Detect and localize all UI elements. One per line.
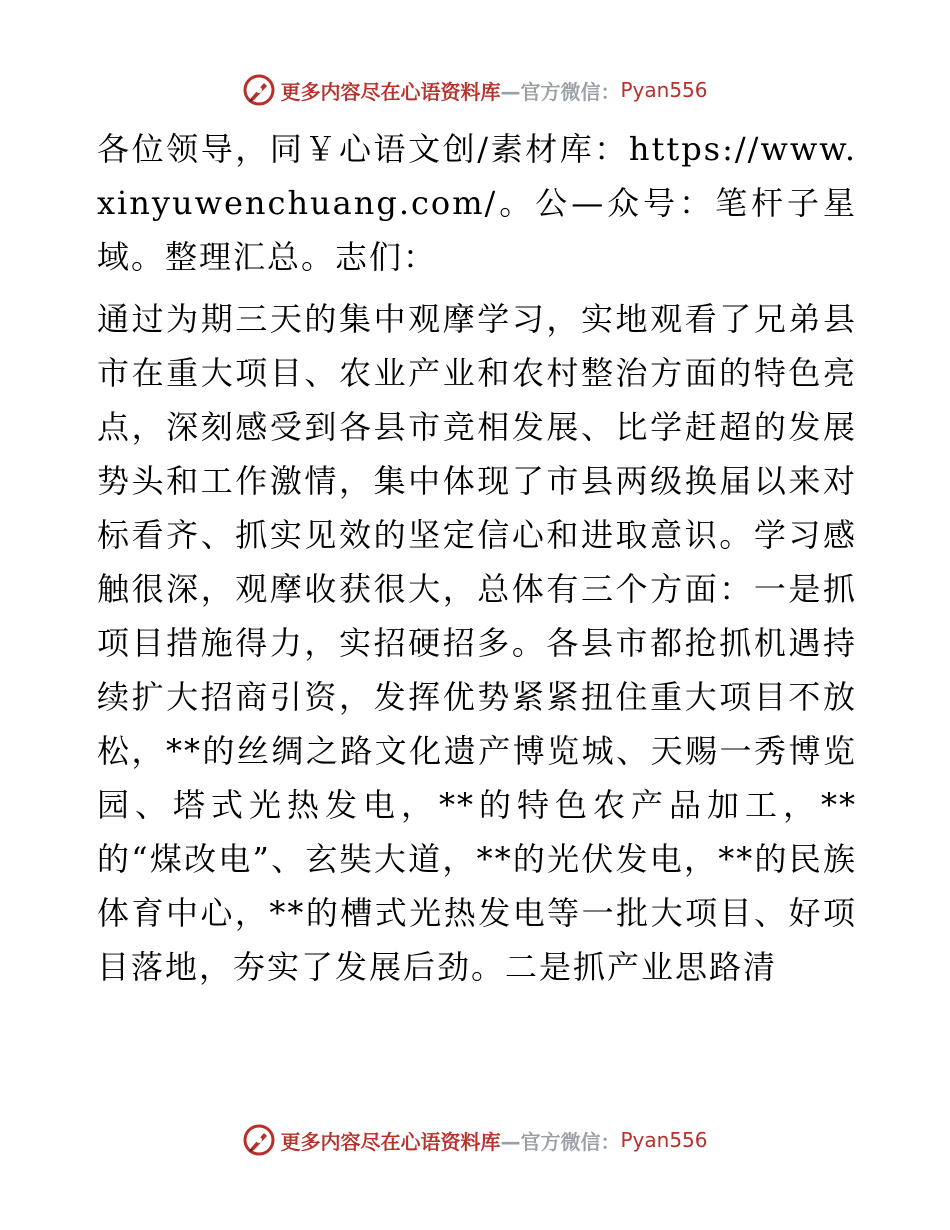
banner-separator: —官方微信： — [500, 79, 621, 104]
pen-logo-icon — [242, 1123, 276, 1157]
footer-watermark-banner — [0, 1120, 950, 1160]
banner-wechat-id: Pyan556 — [620, 1128, 708, 1152]
paragraph-main: 通过为期三天的集中观摩学习，实地观看了兄弟县市在重大项目、农业产业和农村整治方面的特色亮点，深刻感受到各县市竞相发展、比学赶超的发展势头和工作激情，集中体现了市县两级换届以来对标看齐、抓实见效的坚定信心和进取意识。学习感触很深，观摩收获很大，总体有三个方面：一是抓项目措施得力，实招硬招多。各县市都抢抓机遇持续扩大招商引资，发挥优势紧紧扭住重大项目不放松，**的丝绸之路文化遗产博览城、天赐一秀博览园、塔式光热发电，**的特色农产品加工，**的“煤改电”、玄奘大道，**的光伏发电，**的民族体育中心，**的槽式光热发电等一批大项目、好项目落地，夯实了发展后劲。二是抓产业思路清 — [97, 300, 857, 986]
pen-logo-icon — [242, 73, 276, 107]
paragraph-greeting: 各位领导，同￥心语文创/素材库：https://www.xinyuwenchuang.com/。公—众号：笔杆子星域。整理汇总。志们： — [97, 130, 857, 276]
banner-text: 更多内容尽在心语资料库 — [280, 79, 501, 104]
header-watermark-banner — [0, 70, 950, 110]
banner-text: 更多内容尽在心语资料库 — [280, 1129, 501, 1154]
banner-separator: —官方微信： — [500, 1129, 621, 1154]
document-body — [97, 122, 857, 994]
banner-wechat-id: Pyan556 — [620, 78, 708, 102]
